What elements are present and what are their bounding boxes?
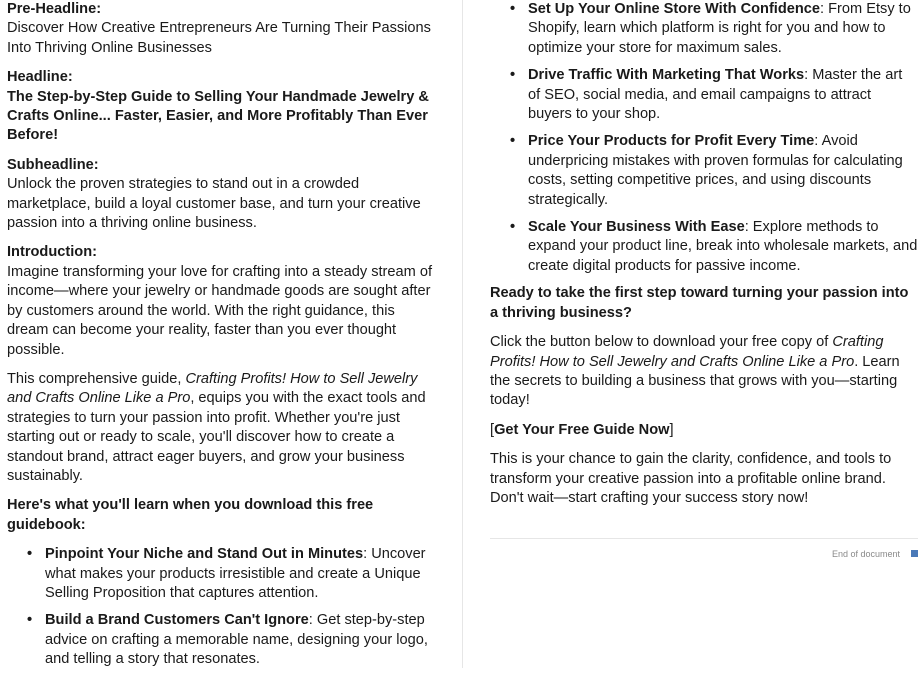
left-column (7, 0, 439, 678)
list-item-text: : Uncover what makes your products irresistible and create a Unique Selling Proposition that captures attention. (45, 546, 426, 601)
list-item-text: : Explore methods to expand your product line, break into wholesale markets, and create digital products for passive income. (528, 219, 918, 274)
subheadline-section (7, 156, 439, 234)
list-item (7, 611, 439, 669)
list-item (490, 132, 918, 210)
list-item (490, 218, 918, 276)
guide-paragraph (7, 370, 439, 486)
learn-heading: Here's what you'll learn when you download this free guidebook: (7, 497, 374, 533)
learn-list-right (490, 0, 918, 276)
bullet: • (510, 219, 516, 236)
pre-headline-section (7, 0, 439, 58)
list-item-title: Drive Traffic With Marketing That Works (528, 67, 805, 84)
pre-headline-label: Pre-Headline: (7, 1, 102, 17)
cta-bracket-close: ] (669, 421, 674, 438)
list-item-title: Scale Your Business With Ease (528, 219, 745, 236)
column-divider (462, 0, 463, 668)
list-item (490, 0, 918, 58)
end-marker-icon (911, 550, 918, 557)
list-item-text: : Get step-by-step advice on crafting a memorable name, designing your logo, and telling a story that resonates. (45, 612, 428, 668)
list-item (7, 545, 439, 603)
subheadline-label: Subheadline: (7, 156, 99, 173)
list-item (490, 66, 918, 124)
bullet: • (27, 612, 33, 629)
guide-paragraph-before: This comprehensive guide, (7, 370, 186, 387)
list-item-title: Set Up Your Online Store With Confidence (528, 1, 821, 17)
bullet: • (510, 1, 516, 17)
cta-button[interactable] (490, 421, 918, 440)
learn-list-left (7, 545, 439, 669)
subheadline-text: Unlock the proven strategies to stand out in a crowded marketplace, build a loyal customer base, and turn your creative passion into a thriving online business. (7, 176, 421, 232)
introduction-label: Introduction: (7, 244, 97, 261)
bullet: • (510, 133, 516, 150)
guide-paragraph-after: , equips you with the exact tools and strategies to turn your passion into profit. Whether you're just starting out or ready to scale, you'll discover how to create a standout brand, attract eager buyers, and grow your business sustainably. (7, 390, 426, 484)
cta-guide-title: Crafting Profits! How to Sell Jewelry and Crafts Online Like a Pro (490, 334, 884, 370)
list-item-title: Price Your Products for Profit Every Time (528, 133, 815, 150)
bullet: • (27, 546, 33, 563)
pre-headline-text: Discover How Creative Entrepreneurs Are Turning Their Passions Into Thriving Online Businesses (7, 20, 431, 56)
bullet: • (510, 67, 516, 84)
list-item-text: : Avoid underpricing mistakes with proven formulas for calculating costs, setting competitive prices, and using discounts strategically. (528, 133, 903, 208)
cta-heading: Ready to take the first step toward turning your passion into a thriving business? (490, 285, 909, 321)
headline-label: Headline: (7, 69, 73, 86)
cta-button-label: Get Your Free Guide Now (494, 421, 670, 438)
introduction-section (7, 243, 439, 359)
cta-paragraph-after: . Learn the secrets to building a business that grows with you—starting today! (490, 353, 900, 409)
guide-title: Crafting Profits! How to Sell Jewelry and Crafts Online Like a Pro (7, 370, 418, 407)
introduction-text: Imagine transforming your love for crafting into a steady stream of income—where your jewelry or handmade goods are sought after by customers around the world. With the right guidance, this dream can become your reality, faster than you ever thought possible. (7, 263, 433, 358)
closing-paragraph: This is your chance to gain the clarity, confidence, and tools to transform your creative passion into a profitable online brand. Don't wait—start crafting your success story now! (490, 451, 892, 506)
cta-paragraph (490, 333, 918, 411)
right-column (490, 0, 918, 508)
headline-text: The Step-by-Step Guide to Selling Your Handmade Jewelry & Crafts Online... Faster, Easier, and More Profitably Than Ever Before! (7, 88, 429, 144)
headline-section (7, 68, 439, 146)
end-divider (490, 538, 918, 539)
list-item-text: : Master the art of SEO, social media, and email campaigns to attract buyers to your shop. (528, 67, 903, 123)
cta-paragraph-before: Click the button below to download your free copy of (490, 334, 833, 351)
end-of-document-note: End of document (831, 549, 900, 559)
list-item-title: Pinpoint Your Niche and Stand Out in Minutes (45, 546, 364, 563)
cta-bracket-open: [ (490, 421, 495, 438)
list-item-title: Build a Brand Customers Can't Ignore (45, 612, 309, 629)
list-item-text: : From Etsy to Shopify, learn which platform is right for you and how to optimize your store for maximum sales. (528, 1, 911, 56)
